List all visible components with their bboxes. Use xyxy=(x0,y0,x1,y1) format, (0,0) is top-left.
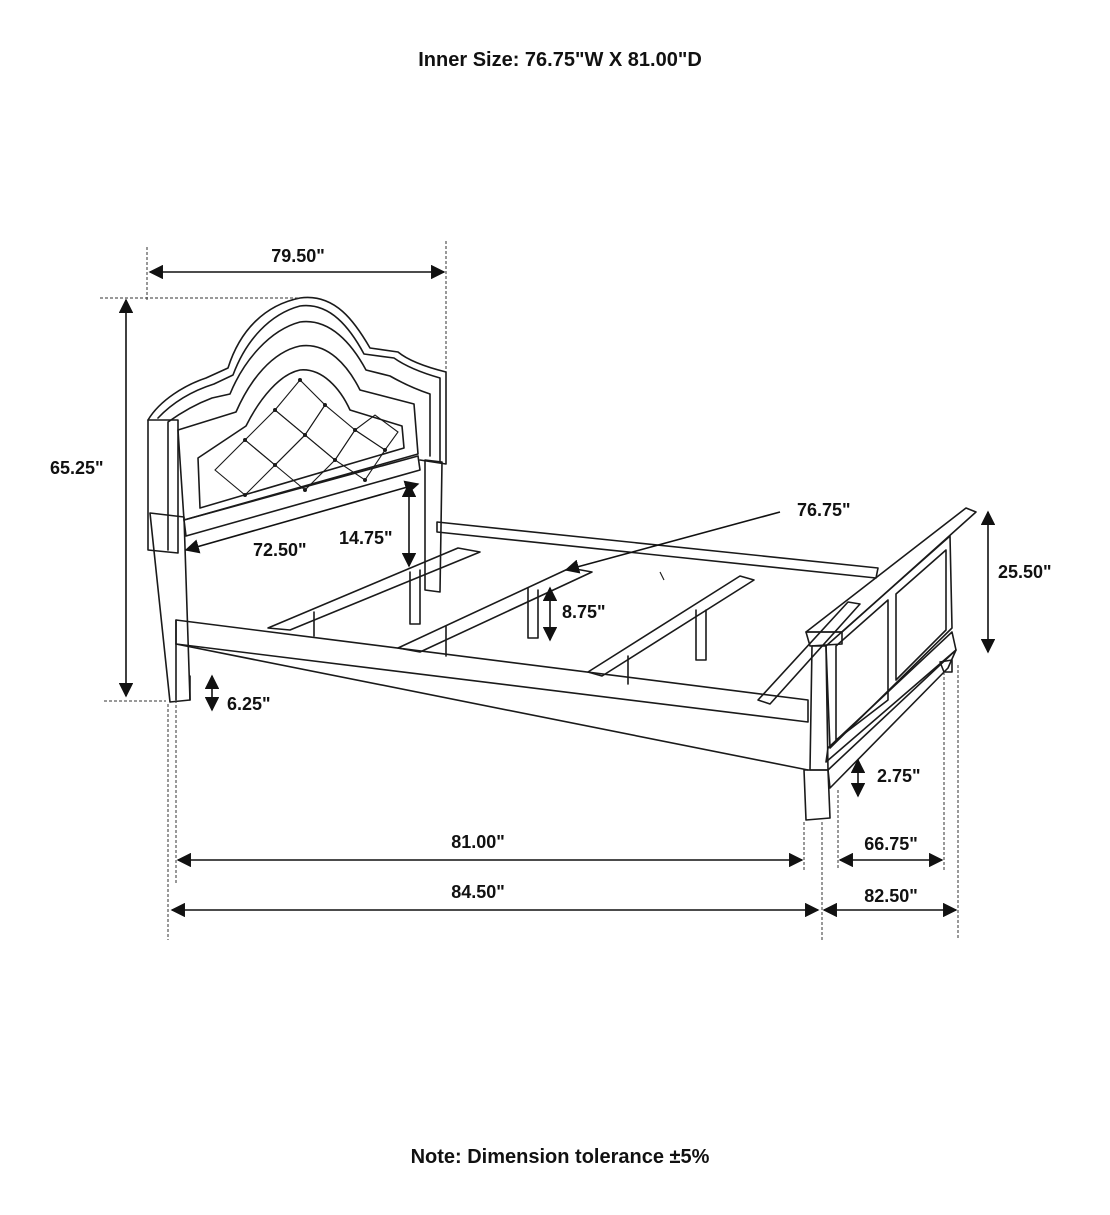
label-headboard-width: 79.50" xyxy=(271,246,325,266)
dimension-labels xyxy=(50,246,1052,906)
headboard xyxy=(148,297,446,702)
label-footboard-height: 25.50" xyxy=(998,562,1052,582)
label-headboard-height: 65.25" xyxy=(50,458,104,478)
label-footboard-inner: 66.75" xyxy=(864,834,918,854)
label-overall-length: 84.50" xyxy=(451,882,505,902)
label-footboard-base: 2.75" xyxy=(877,766,921,786)
label-slat-clearance: 8.75" xyxy=(562,602,606,622)
label-leg-height: 6.25" xyxy=(227,694,271,714)
front-rail-bottom xyxy=(176,644,808,770)
label-inner-length: 81.00" xyxy=(451,832,505,852)
tolerance-note: Note: Dimension tolerance ±5% xyxy=(410,1146,710,1168)
label-clearance: 14.75" xyxy=(339,528,393,548)
extension-lines xyxy=(100,241,958,940)
dim-arrow-inner-width xyxy=(566,512,780,570)
back-side-rail xyxy=(437,522,878,578)
label-inner-width: 76.75" xyxy=(797,500,851,520)
label-footboard-outer: 82.50" xyxy=(864,886,918,906)
label-panel-width: 72.50" xyxy=(253,540,307,560)
inner-size-title: Inner Size: 76.75"W X 81.00"D xyxy=(418,49,702,71)
